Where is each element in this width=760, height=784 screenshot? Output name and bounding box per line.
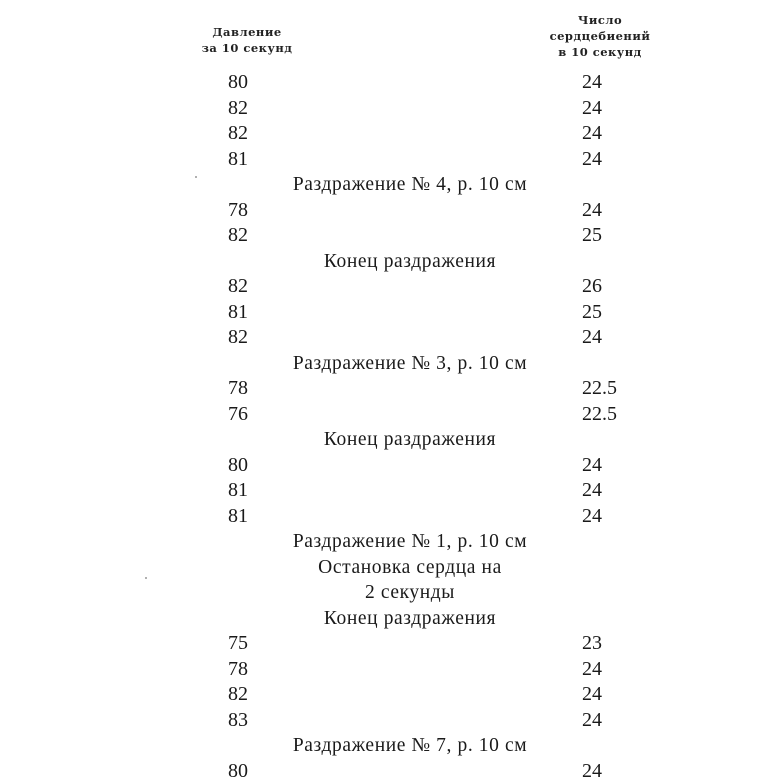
pressure-value: 81 bbox=[228, 147, 248, 170]
column-header-pressure bbox=[192, 24, 302, 56]
header-line: сердцебиений bbox=[549, 29, 651, 43]
annotation-row bbox=[0, 606, 760, 631]
table-row bbox=[0, 682, 760, 707]
table-row bbox=[0, 759, 760, 784]
annotation-text: Конец раздражения bbox=[323, 250, 497, 272]
heart-rate-value: 24 bbox=[582, 479, 602, 501]
annotation-text: Раздражение № 3, р. 10 см bbox=[292, 352, 528, 374]
table-row bbox=[0, 402, 760, 427]
annotation-row bbox=[0, 580, 760, 605]
pressure-value: 82 bbox=[228, 275, 248, 297]
table-row bbox=[0, 504, 760, 529]
pressure-value: 82 bbox=[228, 96, 248, 119]
table-row bbox=[0, 70, 760, 95]
heart-rate-value: 24 bbox=[582, 198, 602, 221]
heart-rate-value: 24 bbox=[582, 657, 602, 680]
table-row bbox=[0, 121, 760, 146]
heart-rate-value: 25 bbox=[582, 224, 602, 246]
table-row bbox=[0, 274, 760, 299]
table-row bbox=[0, 657, 760, 682]
annotation-row bbox=[0, 172, 760, 197]
annotation-row bbox=[0, 555, 760, 580]
pressure-value: 78 bbox=[228, 198, 248, 221]
pressure-value: 82 bbox=[228, 683, 248, 705]
pressure-value: 75 bbox=[228, 632, 248, 654]
pressure-value: 81 bbox=[228, 479, 248, 501]
annotation-text: 2 секунды bbox=[365, 582, 455, 603]
pressure-value: 76 bbox=[228, 402, 248, 425]
heart-rate-value: 24 bbox=[582, 71, 602, 93]
pressure-value: 78 bbox=[228, 657, 248, 680]
table-row bbox=[0, 376, 760, 401]
table-row bbox=[0, 453, 760, 478]
pressure-value: 83 bbox=[228, 708, 248, 731]
heart-rate-value: 24 bbox=[582, 708, 602, 731]
scan-speck bbox=[195, 176, 197, 178]
annotation-text: Конец раздражения bbox=[323, 429, 497, 450]
header-line: Число bbox=[577, 13, 623, 27]
heart-rate-value: 24 bbox=[582, 326, 602, 348]
heart-rate-value: 26 bbox=[582, 275, 602, 297]
heart-rate-value: 23 bbox=[582, 632, 602, 654]
header-line: за 10 секунд bbox=[201, 41, 293, 55]
table-row bbox=[0, 198, 760, 223]
pressure-value: 78 bbox=[228, 377, 248, 399]
heart-rate-value: 22.5 bbox=[582, 377, 617, 399]
annotation-text: Раздражение № 7, р. 10 см bbox=[292, 735, 528, 756]
pressure-value: 81 bbox=[228, 300, 248, 323]
table-row bbox=[0, 478, 760, 503]
pressure-value: 80 bbox=[228, 759, 248, 782]
column-header-heart-rate bbox=[540, 12, 660, 60]
heart-rate-value: 24 bbox=[582, 122, 602, 144]
table-row bbox=[0, 223, 760, 248]
header-line: в 10 секунд bbox=[558, 45, 642, 59]
heart-rate-value: 22.5 bbox=[582, 402, 617, 425]
heart-rate-value: 24 bbox=[582, 683, 602, 705]
scan-speck bbox=[145, 577, 147, 579]
annotation-text: Конец раздражения bbox=[323, 607, 497, 629]
annotation-row bbox=[0, 427, 760, 452]
annotation-row bbox=[0, 733, 760, 758]
heart-rate-value: 24 bbox=[582, 453, 602, 476]
heart-rate-value: 24 bbox=[582, 759, 602, 782]
header-line: Давление bbox=[212, 25, 282, 39]
heart-rate-value: 24 bbox=[582, 96, 602, 119]
annotation-row bbox=[0, 351, 760, 376]
table-row bbox=[0, 147, 760, 172]
table-row bbox=[0, 631, 760, 656]
heart-rate-value: 24 bbox=[582, 504, 602, 527]
pressure-value: 80 bbox=[228, 71, 248, 93]
pressure-value: 82 bbox=[228, 224, 248, 246]
pressure-value: 82 bbox=[228, 122, 248, 144]
table-row bbox=[0, 300, 760, 325]
heart-rate-value: 24 bbox=[582, 147, 602, 170]
annotation-text: Раздражение № 1, р. 10 см bbox=[292, 531, 528, 552]
annotation-text: Раздражение № 4, р. 10 см bbox=[292, 174, 528, 195]
annotation-row bbox=[0, 529, 760, 554]
pressure-value: 82 bbox=[228, 326, 248, 348]
annotation-text: Остановка сердца на bbox=[318, 556, 502, 578]
annotation-row bbox=[0, 249, 760, 274]
table-row bbox=[0, 325, 760, 350]
table-row bbox=[0, 708, 760, 733]
table-row bbox=[0, 96, 760, 121]
pressure-value: 81 bbox=[228, 504, 248, 527]
pressure-value: 80 bbox=[228, 453, 248, 476]
heart-rate-value: 25 bbox=[582, 300, 602, 323]
